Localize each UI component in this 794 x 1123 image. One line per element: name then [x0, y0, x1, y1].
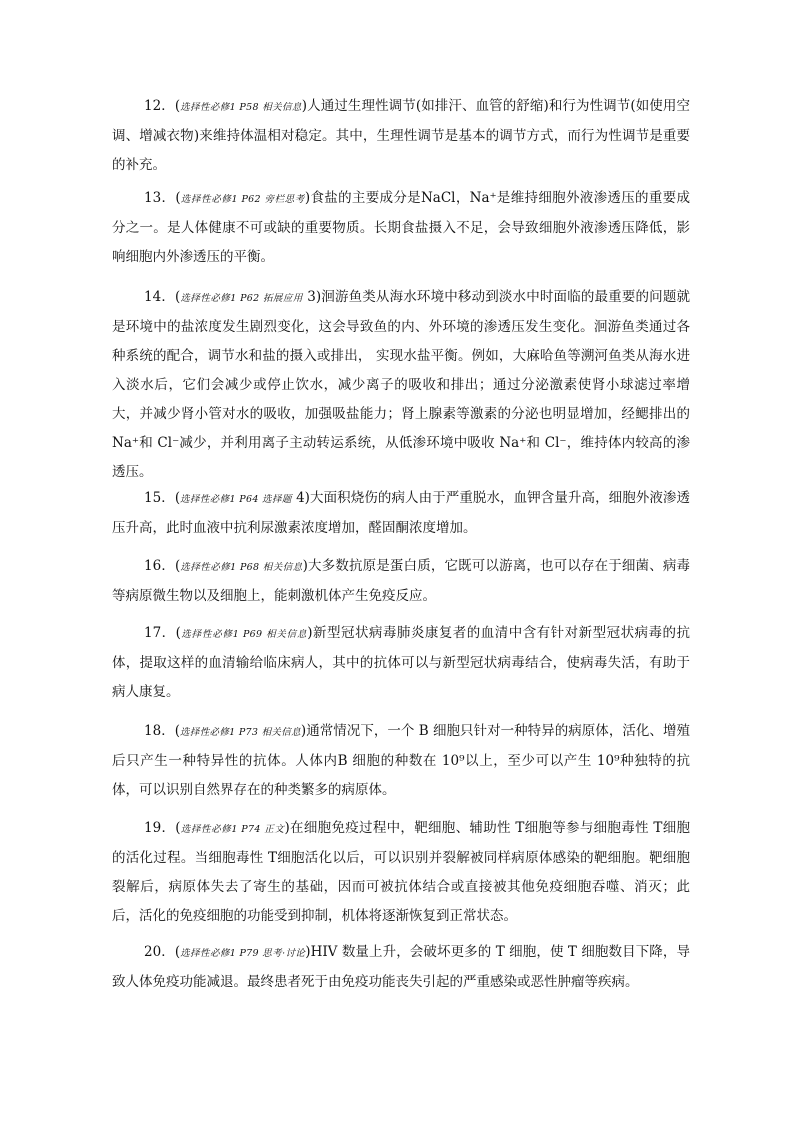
item-13: 13．(选择性必修1 P62 旁栏思考)食盐的主要成分是NaCl，Na⁺是维持细胞外液渗透压的重要成分之一。是人体健康不可或缺的重要物质。长期食盐摄入不足，会导致细胞外液渗透压降低，影响细胞内外渗透压的平衡。	[112, 190, 690, 265]
item-number: 18．	[144, 723, 175, 739]
item-number: 12．	[144, 98, 175, 114]
item-number: 19．	[144, 820, 176, 836]
item-number: 17．	[144, 625, 176, 641]
item-text: 洄游鱼类从海水环境中移动到淡水中时面临的最重要的问题就是环境中的盐浓度发生剧烈变化，这会导致鱼的内、外环境的渗透压发生变化。洄游鱼类通过各种系统的配合，调节水和盐的摄入或排出， 实现水盐平衡。例如，大麻哈鱼等溯河鱼类从海水进入淡水后，它们会减少或停止饮水，减少离子的吸收和排出；通过分泌激素使肾小球滤过率增大，并减少肾小管对水的吸收，加强吸盐能力；肾上腺素等激素的分泌也明显增加，经鳃排出的 Na⁺和 Cl⁻减少，并利用离子主动转运系统，从低渗环境中吸收 Na⁺和 Cl⁻，维持体内较高的渗透压。	[112, 289, 690, 480]
item-number: 15．	[144, 490, 175, 506]
item-16: 16．(选择性必修1 P68 相关信息)大多数抗原是蛋白质，它既可以游离，也可以存在于细菌、病毒等病原微生物以及细胞上，能刺激机体产生免疫反应。	[112, 558, 690, 604]
item-source: 选择性必修1 P68 相关信息	[180, 562, 303, 573]
item-source: 选择性必修1 P74 正文	[180, 824, 285, 835]
item-source: 选择性必修1 P69 相关信息	[180, 629, 308, 640]
item-text: 新型冠状病毒肺炎康复者的血清中含有针对新型冠状病毒的抗体，提取这样的血清输给临床病人，其中的抗体可以与新型冠状病毒结合，使病毒失活，有助于病人康复。	[112, 625, 690, 700]
item-source: 选择性必修1 P73 相关信息	[180, 727, 301, 738]
item-19: 19．(选择性必修1 P74 正文)在细胞免疫过程中，靶细胞、辅助性 T细胞等参与细胞毒性 T细胞的活化过程。当细胞毒性 T细胞活化以后，可以识别并裂解被同样病原体感染的靶细胞。靶细胞裂解后，病原体失去了寄生的基础，因而可被抗体结合或直接被其他免疫细胞吞噬、消灭；此后，活化的免疫细胞的功能受到抑制，机体将逐渐恢复到正常状态。	[112, 820, 691, 924]
item-text: HIV 数量上升，会破坏更多的 T 细胞，使 T 细胞数目下降，导致人体免疫功能减退。最终患者死于由免疫功能丧失引起的严重感染或恶性肿瘤等疾病。	[112, 944, 690, 990]
item-text: 在细胞免疫过程中，靶细胞、辅助性 T细胞等参与细胞毒性 T细胞的活化过程。当细胞毒性 T细胞活化以后，可以识别并裂解被同样病原体感染的靶细胞。靶细胞裂解后，病原体失去了寄生的基础，因而可被抗体结合或直接被其他免疫细胞吞噬、消灭；此后，活化的免疫细胞的功能受到抑制，机体将逐渐恢复到正常状态。	[112, 820, 691, 924]
item-source: 选择性必修1 P62 拓展应用	[180, 293, 303, 304]
item-15: 15．(选择性必修1 P64 选择题 4)大面积烧伤的病人由于严重脱水，血钾含量升高，细胞外液渗透压升高，此时血液中抗利尿激素浓度增加，醛固酮浓度增加。	[112, 490, 691, 536]
item-source: 选择性必修1 P64 选择题	[180, 494, 292, 505]
item-source: 选择性必修1 P62 旁栏思考	[180, 194, 305, 205]
item-source: 选择性必修1 P58 相关信息	[180, 102, 302, 113]
item-20: 20．(选择性必修1 P79 思考·讨论)HIV 数量上升，会破坏更多的 T 细胞，使 T 细胞数目下降，导致人体免疫功能减退。最终患者死于由免疫功能丧失引起的严重感染或恶性肿瘤等疾病。	[112, 944, 690, 990]
item-number: 20．	[144, 944, 175, 960]
item-number: 16．	[144, 558, 175, 574]
item-18: 18．(选择性必修1 P73 相关信息)通常情况下，一个 B 细胞只针对一种特异的病原体，活化、增殖后只产生一种特异性的抗体。人体内B 细胞的种数在 10⁹以上，至少可以产生 10⁹种独特的抗体，可以识别自然界存在的种类繁多的病原体。	[112, 723, 690, 798]
item-text: 大多数抗原是蛋白质，它既可以游离，也可以存在于细菌、病毒等病原微生物以及细胞上，能刺激机体产生免疫反应。	[112, 558, 690, 604]
item-text: 食盐的主要成分是NaCl，Na⁺是维持细胞外液渗透压的重要成分之一。是人体健康不可或缺的重要物质。长期食盐摄入不足，会导致细胞外液渗透压降低，影响细胞内外渗透压的平衡。	[112, 190, 690, 265]
item-number: 14．	[144, 289, 176, 305]
item-text: 通常情况下，一个 B 细胞只针对一种特异的病原体，活化、增殖后只产生一种特异性的抗体。人体内B 细胞的种数在 10⁹以上，至少可以产生 10⁹种独特的抗体，可以识别自然界存在的种类繁多的病原体。	[112, 723, 690, 798]
item-text: 大面积烧伤的病人由于严重脱水，血钾含量升高，细胞外液渗透压升高，此时血液中抗利尿激素浓度增加，醛固酮浓度增加。	[112, 490, 691, 536]
item-14: 14．(选择性必修1 P62 拓展应用 3)洄游鱼类从海水环境中移动到淡水中时面临的最重要的问题就是环境中的盐浓度发生剧烈变化，这会导致鱼的内、外环境的渗透压发生变化。洄游鱼类通过各种系统的配合，调节水和盐的摄入或排出， 实现水盐平衡。例如，大麻哈鱼等溯河鱼类从海水进入淡水后，它们会减少或停止饮水，减少离子的吸收和排出；通过分泌激素使肾小球滤过率增大，并减少肾小管对水的吸收，加强吸盐能力；肾上腺素等激素的分泌也明显增加，经鳃排出的 Na⁺和 Cl⁻减少，并利用离子主动转运系统，从低渗环境中吸收 Na⁺和 Cl⁻，维持体内较高的渗透压。	[112, 289, 690, 480]
item-12: 12．(选择性必修1 P58 相关信息)人通过生理性调节(如排汗、血管的舒缩)和行为性调节(如使用空调、增减衣物)来维持体温相对稳定。其中，生理性调节是基本的调节方式，而行为性调节是重要的补充。	[112, 98, 690, 173]
item-17: 17．(选择性必修1 P69 相关信息)新型冠状病毒肺炎康复者的血清中含有针对新型冠状病毒的抗体，提取这样的血清输给临床病人，其中的抗体可以与新型冠状病毒结合，使病毒失活，有助于病人康复。	[112, 625, 690, 700]
item-text: 人通过生理性调节(如排汗、血管的舒缩)和行为性调节(如使用空调、增减衣物)来维持体温相对稳定。其中，生理性调节是基本的调节方式，而行为性调节是重要的补充。	[112, 98, 690, 173]
item-number: 13．	[144, 190, 176, 206]
item-source: 选择性必修1 P79 思考·讨论	[180, 948, 306, 959]
